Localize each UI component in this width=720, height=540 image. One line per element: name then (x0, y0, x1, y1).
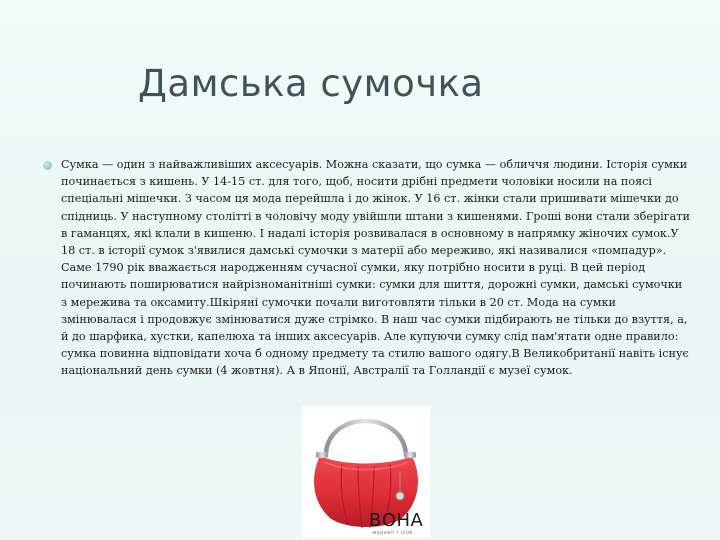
bullet-item (40, 156, 690, 380)
slide-title: Дамська сумочка (138, 62, 484, 105)
brand-logo: ВОНА (369, 510, 424, 531)
handbag-image (302, 406, 430, 538)
bullet-dot-icon (43, 161, 52, 170)
bag-charm (396, 492, 404, 500)
brand-subtitle: журнал • club (372, 530, 413, 536)
body-text: Сумка — один з найважливіших аксесуарів. Можна сказати, що сумка — обличчя людини. Історія сумки починається з кишень. У 14-15 ст. для того, щоб, носити дрібні предмети чоловіки носили на поясі спеціальні мішечки. З часом ця мода перейшла і до жінок. У 16 ст. жінки стали пришивати мішечки до спідниць. У наступному столітті в чоловічу моду увійшли штани з кишенями. Гроші вони стали зберігати в гаманцях, які клали в кишеню. І надалі історія розвивалася в основному в напрямку жіночих сумок.У 18 ст. в історії сумок з'явилися дамські сумочки з матерії або мереживо, які називалися «помпадур». Саме 1790 рік вважається народженням сучасної сумки, яку потрібно носити в руці. В цей період починають поширюватися найрізноманітніші сумки: сумки для шиття, дорожні сумки, дамські сумочки з мережива та оксамиту.Шкіряні сумочки почали виготовляти тільки в 20 ст. Мода на сумки змінювалася і продовжує змінюватися дуже стрімко. В наш час сумки підбирають не тільки до взуття, а, й до шарфика, хустки, капелюха та інших аксесуарів. Але купуючи сумку слід пам'ятати одне правило: сумка повинна відповідати хоча б одному предмету та стилю вашого одягу.В Великобританії навіть існує національний день сумки (4 жовтня). А в Японії, Австралії та Голландії є музеї сумок. (61, 158, 690, 378)
